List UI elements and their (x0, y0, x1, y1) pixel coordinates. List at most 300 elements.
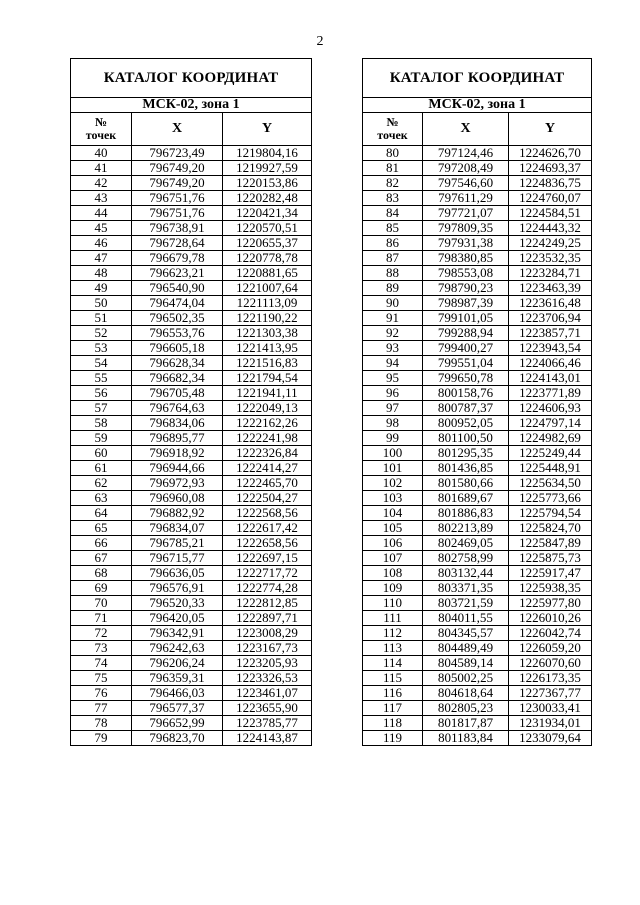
table-row (363, 446, 592, 461)
table-row (71, 521, 312, 536)
column-header-x: X (132, 113, 223, 146)
y-coordinate-cell: 1221413,95 (223, 341, 312, 356)
point-number-cell: 94 (363, 356, 423, 371)
table-row (71, 161, 312, 176)
column-header-y: Y (223, 113, 312, 146)
point-number-cell: 119 (363, 731, 423, 746)
table-row (363, 536, 592, 551)
y-coordinate-cell: 1221941,11 (223, 386, 312, 401)
table-row (71, 266, 312, 281)
x-coordinate-cell: 801436,85 (423, 461, 509, 476)
y-coordinate-cell: 1224626,70 (509, 146, 592, 161)
table-row (363, 296, 592, 311)
y-coordinate-cell: 1220153,86 (223, 176, 312, 191)
coordinate-catalog-table-right (362, 58, 592, 746)
y-coordinate-cell: 1226059,20 (509, 641, 592, 656)
x-coordinate-cell: 796359,31 (132, 671, 223, 686)
y-coordinate-cell: 1225773,66 (509, 491, 592, 506)
point-number-cell: 72 (71, 626, 132, 641)
y-coordinate-cell: 1222326,84 (223, 446, 312, 461)
table-zone-row (71, 98, 312, 113)
y-coordinate-cell: 1225977,80 (509, 596, 592, 611)
table-row (363, 641, 592, 656)
point-number-cell: 50 (71, 296, 132, 311)
point-number-cell: 93 (363, 341, 423, 356)
table-row (363, 431, 592, 446)
point-number-cell: 118 (363, 716, 423, 731)
point-number-cell: 66 (71, 536, 132, 551)
column-header-point-number (363, 113, 423, 146)
y-coordinate-cell: 1223616,48 (509, 296, 592, 311)
x-coordinate-cell: 796420,05 (132, 611, 223, 626)
x-coordinate-cell: 798790,23 (423, 281, 509, 296)
table-row (363, 551, 592, 566)
x-coordinate-cell: 796960,08 (132, 491, 223, 506)
table-row (71, 596, 312, 611)
y-coordinate-cell: 1224797,14 (509, 416, 592, 431)
column-header-row (71, 113, 312, 146)
y-coordinate-cell: 1222717,72 (223, 566, 312, 581)
x-coordinate-cell: 797809,35 (423, 221, 509, 236)
point-number-cell: 78 (71, 716, 132, 731)
point-number-cell: 55 (71, 371, 132, 386)
x-coordinate-cell: 802805,23 (423, 701, 509, 716)
table-row (71, 326, 312, 341)
x-coordinate-cell: 801689,67 (423, 491, 509, 506)
coordinate-system-label: МСК-02, зона 1 (363, 98, 592, 113)
y-coordinate-cell: 1220421,34 (223, 206, 312, 221)
y-coordinate-cell: 1221516,83 (223, 356, 312, 371)
table-row (363, 341, 592, 356)
x-coordinate-cell: 802469,05 (423, 536, 509, 551)
y-coordinate-cell: 1226042,74 (509, 626, 592, 641)
point-number-cell: 44 (71, 206, 132, 221)
x-coordinate-cell: 796553,76 (132, 326, 223, 341)
table-row (71, 341, 312, 356)
x-coordinate-cell: 796628,34 (132, 356, 223, 371)
x-coordinate-cell: 796636,05 (132, 566, 223, 581)
table-row (363, 326, 592, 341)
point-number-cell: 53 (71, 341, 132, 356)
x-coordinate-cell: 805002,25 (423, 671, 509, 686)
x-coordinate-cell: 803132,44 (423, 566, 509, 581)
column-header-y: Y (509, 113, 592, 146)
y-coordinate-cell: 1223008,29 (223, 626, 312, 641)
y-coordinate-cell: 1222504,27 (223, 491, 312, 506)
x-coordinate-cell: 797931,38 (423, 236, 509, 251)
table-row (71, 566, 312, 581)
table-row (71, 731, 312, 746)
point-number-cell: 49 (71, 281, 132, 296)
point-number-cell: 117 (363, 701, 423, 716)
table-row (363, 176, 592, 191)
point-number-cell: 108 (363, 566, 423, 581)
point-number-cell: 106 (363, 536, 423, 551)
y-coordinate-cell: 1222658,56 (223, 536, 312, 551)
x-coordinate-cell: 796679,78 (132, 251, 223, 266)
point-number-cell: 68 (71, 566, 132, 581)
x-coordinate-cell: 796895,77 (132, 431, 223, 446)
y-coordinate-cell: 1233079,64 (509, 731, 592, 746)
x-coordinate-cell: 796944,66 (132, 461, 223, 476)
point-number-cell: 84 (363, 206, 423, 221)
y-coordinate-cell: 1225917,47 (509, 566, 592, 581)
y-coordinate-cell: 1223943,54 (509, 341, 592, 356)
x-coordinate-cell: 799400,27 (423, 341, 509, 356)
y-coordinate-cell: 1224760,07 (509, 191, 592, 206)
point-number-cell: 67 (71, 551, 132, 566)
point-number-cell: 71 (71, 611, 132, 626)
column-header-row (363, 113, 592, 146)
x-coordinate-cell: 799288,94 (423, 326, 509, 341)
table-row (363, 671, 592, 686)
y-coordinate-cell: 1223706,94 (509, 311, 592, 326)
table-row (71, 581, 312, 596)
table-row (71, 641, 312, 656)
y-coordinate-cell: 1222812,85 (223, 596, 312, 611)
x-coordinate-cell: 796723,49 (132, 146, 223, 161)
table-row (71, 416, 312, 431)
table-row (363, 206, 592, 221)
x-coordinate-cell: 799650,78 (423, 371, 509, 386)
x-coordinate-cell: 799551,04 (423, 356, 509, 371)
table-row (363, 656, 592, 671)
table-row (71, 206, 312, 221)
y-coordinate-cell: 1221303,38 (223, 326, 312, 341)
x-coordinate-cell: 796605,18 (132, 341, 223, 356)
point-number-cell: 113 (363, 641, 423, 656)
table-row (71, 431, 312, 446)
table-row (71, 386, 312, 401)
table-title-row (71, 59, 312, 98)
table-zone-row (363, 98, 592, 113)
x-coordinate-cell: 804618,64 (423, 686, 509, 701)
y-coordinate-cell: 1230033,41 (509, 701, 592, 716)
table-row (71, 446, 312, 461)
point-number-cell: 75 (71, 671, 132, 686)
y-coordinate-cell: 1226070,60 (509, 656, 592, 671)
point-number-cell: 81 (363, 161, 423, 176)
y-coordinate-cell: 1231934,01 (509, 716, 592, 731)
y-coordinate-cell: 1223857,71 (509, 326, 592, 341)
x-coordinate-cell: 796705,48 (132, 386, 223, 401)
y-coordinate-cell: 1219804,16 (223, 146, 312, 161)
table-row (363, 461, 592, 476)
table-row (363, 581, 592, 596)
point-number-cell: 41 (71, 161, 132, 176)
point-number-cell: 61 (71, 461, 132, 476)
x-coordinate-cell: 798987,39 (423, 296, 509, 311)
point-number-cell: 40 (71, 146, 132, 161)
x-coordinate-cell: 797546,60 (423, 176, 509, 191)
table-row (71, 191, 312, 206)
table-row (363, 386, 592, 401)
x-coordinate-cell: 796520,33 (132, 596, 223, 611)
x-coordinate-cell: 801886,83 (423, 506, 509, 521)
table-row (363, 521, 592, 536)
point-number-cell: 46 (71, 236, 132, 251)
table-row (363, 191, 592, 206)
y-coordinate-cell: 1224443,32 (509, 221, 592, 236)
x-coordinate-cell: 802758,99 (423, 551, 509, 566)
table-row (363, 701, 592, 716)
x-coordinate-cell: 799101,05 (423, 311, 509, 326)
point-number-cell: 89 (363, 281, 423, 296)
x-coordinate-cell: 798380,85 (423, 251, 509, 266)
table-row (363, 281, 592, 296)
point-number-cell: 99 (363, 431, 423, 446)
table-row (363, 716, 592, 731)
y-coordinate-cell: 1227367,77 (509, 686, 592, 701)
table-row (363, 311, 592, 326)
x-coordinate-cell: 796751,76 (132, 206, 223, 221)
y-coordinate-cell: 1222162,26 (223, 416, 312, 431)
page-number: 2 (316, 34, 324, 49)
x-coordinate-cell: 804011,55 (423, 611, 509, 626)
y-coordinate-cell: 1221190,22 (223, 311, 312, 326)
point-number-cell: 100 (363, 446, 423, 461)
point-number-cell: 96 (363, 386, 423, 401)
x-coordinate-cell: 796764,63 (132, 401, 223, 416)
point-number-cell: 98 (363, 416, 423, 431)
x-coordinate-cell: 800158,76 (423, 386, 509, 401)
y-coordinate-cell: 1222617,42 (223, 521, 312, 536)
table-row (71, 401, 312, 416)
point-number-cell: 92 (363, 326, 423, 341)
point-number-cell: 110 (363, 596, 423, 611)
point-number-cell: 80 (363, 146, 423, 161)
y-coordinate-cell: 1223461,07 (223, 686, 312, 701)
column-header-point-number (71, 113, 132, 146)
coordinate-catalog-table-left (70, 58, 312, 746)
point-number-cell: 70 (71, 596, 132, 611)
y-coordinate-cell: 1225875,73 (509, 551, 592, 566)
x-coordinate-cell: 796623,21 (132, 266, 223, 281)
x-coordinate-cell: 804489,49 (423, 641, 509, 656)
point-number-cell: 51 (71, 311, 132, 326)
y-coordinate-cell: 1222465,70 (223, 476, 312, 491)
x-coordinate-cell: 796738,91 (132, 221, 223, 236)
point-number-cell: 48 (71, 266, 132, 281)
table-row (71, 716, 312, 731)
y-coordinate-cell: 1226173,35 (509, 671, 592, 686)
point-number-cell: 57 (71, 401, 132, 416)
table-title: КАТАЛОГ КООРДИНАТ (363, 59, 592, 98)
y-coordinate-cell: 1223167,73 (223, 641, 312, 656)
y-coordinate-cell: 1220881,65 (223, 266, 312, 281)
y-coordinate-cell: 1220655,37 (223, 236, 312, 251)
table-row (71, 671, 312, 686)
table-row (363, 221, 592, 236)
x-coordinate-cell: 803371,35 (423, 581, 509, 596)
point-number-cell: 109 (363, 581, 423, 596)
x-coordinate-cell: 803721,59 (423, 596, 509, 611)
y-coordinate-cell: 1220778,78 (223, 251, 312, 266)
table-row (71, 686, 312, 701)
y-coordinate-cell: 1223284,71 (509, 266, 592, 281)
y-coordinate-cell: 1224982,69 (509, 431, 592, 446)
x-coordinate-cell: 796728,64 (132, 236, 223, 251)
x-coordinate-cell: 796715,77 (132, 551, 223, 566)
y-coordinate-cell: 1223463,39 (509, 281, 592, 296)
point-number-cell: 58 (71, 416, 132, 431)
point-number-cell: 102 (363, 476, 423, 491)
point-number-cell: 54 (71, 356, 132, 371)
x-coordinate-cell: 798553,08 (423, 266, 509, 281)
x-coordinate-cell: 796823,70 (132, 731, 223, 746)
x-coordinate-cell: 801580,66 (423, 476, 509, 491)
point-number-cell: 47 (71, 251, 132, 266)
x-coordinate-cell: 796834,07 (132, 521, 223, 536)
y-coordinate-cell: 1224584,51 (509, 206, 592, 221)
table-row (71, 461, 312, 476)
y-coordinate-cell: 1221007,64 (223, 281, 312, 296)
point-number-cell: 43 (71, 191, 132, 206)
table-row (363, 686, 592, 701)
point-number-cell: 59 (71, 431, 132, 446)
table-row (363, 401, 592, 416)
x-coordinate-cell: 797611,29 (423, 191, 509, 206)
x-coordinate-cell: 802213,89 (423, 521, 509, 536)
point-number-cell: 95 (363, 371, 423, 386)
table-row (363, 356, 592, 371)
table-body-right (363, 146, 592, 746)
table-title: КАТАЛОГ КООРДИНАТ (71, 59, 312, 98)
table-row (71, 701, 312, 716)
table-body-left (71, 146, 312, 746)
table-row (71, 626, 312, 641)
y-coordinate-cell: 1222897,71 (223, 611, 312, 626)
point-number-cell: 115 (363, 671, 423, 686)
point-number-cell: 88 (363, 266, 423, 281)
point-number-cell: 79 (71, 731, 132, 746)
x-coordinate-cell: 801183,84 (423, 731, 509, 746)
point-number-cell: 83 (363, 191, 423, 206)
point-number-cell: 74 (71, 656, 132, 671)
x-coordinate-cell: 796206,24 (132, 656, 223, 671)
point-number-cell: 104 (363, 506, 423, 521)
y-coordinate-cell: 1223771,89 (509, 386, 592, 401)
point-number-cell: 107 (363, 551, 423, 566)
point-number-cell: 112 (363, 626, 423, 641)
y-coordinate-cell: 1220570,51 (223, 221, 312, 236)
table-row (363, 236, 592, 251)
y-coordinate-cell: 1225448,91 (509, 461, 592, 476)
y-coordinate-cell: 1225938,35 (509, 581, 592, 596)
y-coordinate-cell: 1224836,75 (509, 176, 592, 191)
y-coordinate-cell: 1224143,87 (223, 731, 312, 746)
header-num-word: точек (85, 128, 117, 142)
point-number-cell: 76 (71, 686, 132, 701)
x-coordinate-cell: 796466,03 (132, 686, 223, 701)
header-num-sign: № (94, 115, 108, 129)
point-number-cell: 114 (363, 656, 423, 671)
y-coordinate-cell: 1225794,54 (509, 506, 592, 521)
table-row (71, 311, 312, 326)
x-coordinate-cell: 797721,07 (423, 206, 509, 221)
x-coordinate-cell: 796502,35 (132, 311, 223, 326)
point-number-cell: 111 (363, 611, 423, 626)
y-coordinate-cell: 1222774,28 (223, 581, 312, 596)
point-number-cell: 97 (363, 401, 423, 416)
x-coordinate-cell: 797124,46 (423, 146, 509, 161)
y-coordinate-cell: 1222414,27 (223, 461, 312, 476)
header-num-sign: № (386, 115, 399, 129)
point-number-cell: 91 (363, 311, 423, 326)
table-row (363, 416, 592, 431)
point-number-cell: 116 (363, 686, 423, 701)
x-coordinate-cell: 796751,76 (132, 191, 223, 206)
table-row (363, 491, 592, 506)
table-row (363, 161, 592, 176)
table-row (71, 536, 312, 551)
table-row (363, 596, 592, 611)
y-coordinate-cell: 1219927,59 (223, 161, 312, 176)
header-num-word: точек (377, 128, 408, 142)
point-number-cell: 77 (71, 701, 132, 716)
point-number-cell: 101 (363, 461, 423, 476)
x-coordinate-cell: 804589,14 (423, 656, 509, 671)
y-coordinate-cell: 1221794,54 (223, 371, 312, 386)
y-coordinate-cell: 1224143,01 (509, 371, 592, 386)
table-row (363, 251, 592, 266)
x-coordinate-cell: 796474,04 (132, 296, 223, 311)
table-row (363, 146, 592, 161)
column-header-x: X (423, 113, 509, 146)
x-coordinate-cell: 801295,35 (423, 446, 509, 461)
table-row (363, 476, 592, 491)
point-number-cell: 85 (363, 221, 423, 236)
table-row (71, 281, 312, 296)
y-coordinate-cell: 1223655,90 (223, 701, 312, 716)
x-coordinate-cell: 796577,37 (132, 701, 223, 716)
point-number-cell: 56 (71, 386, 132, 401)
y-coordinate-cell: 1223532,35 (509, 251, 592, 266)
x-coordinate-cell: 796972,93 (132, 476, 223, 491)
x-coordinate-cell: 800787,37 (423, 401, 509, 416)
x-coordinate-cell: 796540,90 (132, 281, 223, 296)
point-number-cell: 82 (363, 176, 423, 191)
point-number-cell: 86 (363, 236, 423, 251)
point-number-cell: 63 (71, 491, 132, 506)
table-row (363, 266, 592, 281)
table-row (71, 176, 312, 191)
x-coordinate-cell: 796918,92 (132, 446, 223, 461)
y-coordinate-cell: 1223205,93 (223, 656, 312, 671)
point-number-cell: 87 (363, 251, 423, 266)
table-row (71, 476, 312, 491)
coordinate-system-label: МСК-02, зона 1 (71, 98, 312, 113)
point-number-cell: 103 (363, 491, 423, 506)
point-number-cell: 60 (71, 446, 132, 461)
table-row (71, 146, 312, 161)
table-row (71, 506, 312, 521)
y-coordinate-cell: 1222697,15 (223, 551, 312, 566)
y-coordinate-cell: 1222049,13 (223, 401, 312, 416)
point-number-cell: 64 (71, 506, 132, 521)
x-coordinate-cell: 796785,21 (132, 536, 223, 551)
table-row (71, 251, 312, 266)
point-number-cell: 73 (71, 641, 132, 656)
table-row (363, 566, 592, 581)
x-coordinate-cell: 796882,92 (132, 506, 223, 521)
table-row (71, 221, 312, 236)
x-coordinate-cell: 801100,50 (423, 431, 509, 446)
x-coordinate-cell: 800952,05 (423, 416, 509, 431)
point-number-cell: 42 (71, 176, 132, 191)
y-coordinate-cell: 1224249,25 (509, 236, 592, 251)
table-row (363, 611, 592, 626)
